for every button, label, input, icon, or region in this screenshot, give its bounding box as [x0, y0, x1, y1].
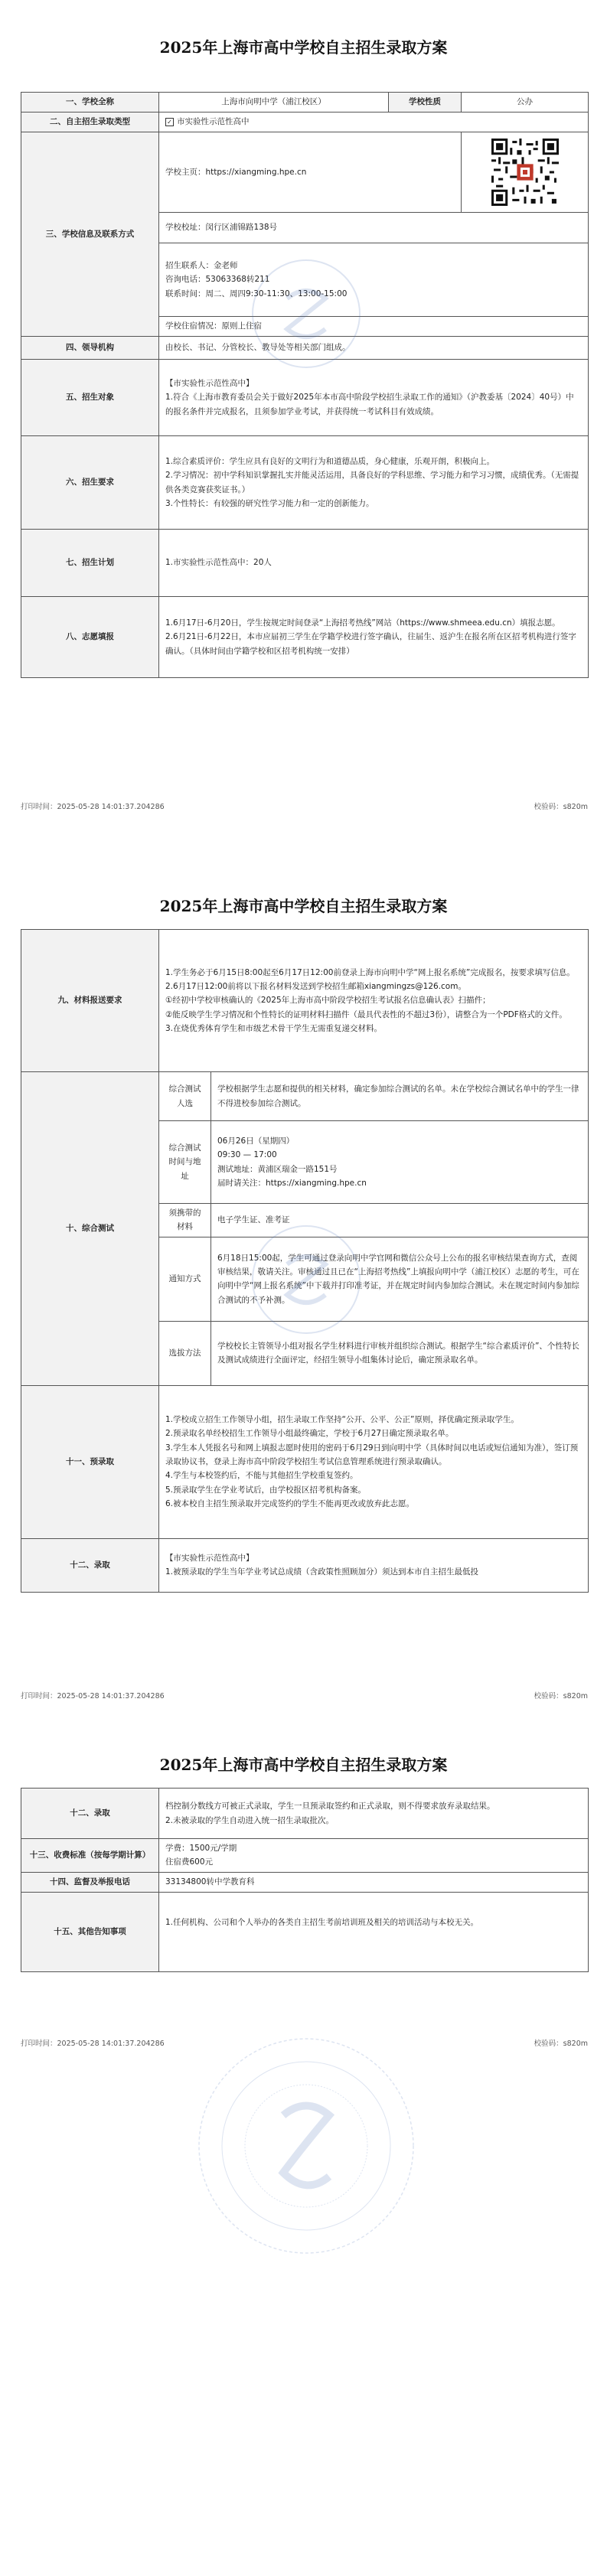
housing: 住宿费600元: [165, 1857, 214, 1867]
leadership: 由校长、书记、分管校长、教导处等相关部门组成。: [159, 337, 589, 360]
admission-table-part3: [21, 1788, 589, 1972]
school-name-label: 一、学校全称: [21, 93, 159, 112]
supervise-label: 十四、监督及举报电话: [21, 1872, 159, 1892]
admit-cont-1: 档控制分数线方可被正式录取，学生一旦预录取签约和正式录取，则不得要求放弃录取结果。: [165, 1802, 495, 1811]
school-name: 上海市向明中学（浦江校区）: [159, 93, 389, 112]
check-code: 校验码：s820m: [534, 803, 588, 811]
print-time: 打印时间：2025-05-28 14:01:37.204286: [21, 2040, 165, 2048]
admit-head: 【市实验性示范性高中】: [165, 1553, 254, 1563]
school-nature: 公办: [462, 93, 589, 112]
target-block: [159, 360, 589, 436]
contact-person: 招生联系人：金老师: [165, 260, 238, 270]
pre-admit-label: 十一、预录取: [21, 1385, 159, 1538]
req-2: 2.学习情况：初中学科知识掌握扎实并能灵活运用，具备良好的学科思维、学习能力和学习习惯，成绩优秀。（无需提供各类竞赛获奖证书。）: [165, 471, 579, 494]
admit-text: 1.被预录取的学生当年学业考试总成绩（含政策性照顾加分）须达到本市自主招生最低投: [165, 1567, 479, 1577]
materials-block: [159, 930, 589, 1072]
mat-1: 1.学生务必于6月15日8:00起至6月17日12:00前登录上海市向明中学“网上报名系统”完成报名，按要求填写信息。: [165, 967, 575, 977]
school-nature-label: 学校性质: [389, 93, 462, 112]
tuition: 学费：1500元/学期: [165, 1844, 237, 1853]
target-label: 五、招生对象: [21, 360, 159, 436]
sub-time-label: 综合测试时间与地址: [159, 1121, 211, 1204]
leadership-label: 四、领导机构: [21, 337, 159, 360]
contact-block: [159, 243, 589, 317]
notice: 6月18日15:00起，学生可通过登录向明中学官网和微信公众号上公布的报名审核结果查询方式，查阅审核结果，敬请关注。审核通过且已在“上海招考热线”上填报向明中学（浦江校区）志愿的考生，可在向明中学“网上报名系统”中下载并打印准考证，并在规定时间内参加综合测试。未在规定时间内参加综合测试的不予补测。: [211, 1237, 589, 1321]
pre-4: 4.学生与本校签约后，不能与其他招生学校重复签约。: [165, 1471, 358, 1481]
supervise: 33134800转中学教育科: [159, 1872, 589, 1892]
checked-checkbox-icon: ✓: [165, 118, 174, 126]
admission-table-part2: [21, 929, 589, 1593]
qr-code-icon: [491, 139, 559, 206]
plan: 1.市实验性示范性高中：20人: [159, 530, 589, 597]
dorm: 学校住宿情况：原则上住宿: [159, 317, 589, 337]
admit-label: 十二、录取: [21, 1789, 159, 1839]
page-3: [0, 1717, 607, 2576]
req-3: 3.个性特长：有较强的研究性学习能力和一定的创新能力。: [165, 498, 374, 508]
address: 学校校址：闵行区浦锦路138号: [159, 213, 589, 243]
admission-type-value: 市实验性示范性高中: [177, 117, 250, 127]
pre-3: 3.学生本人凭报名号和网上填报志愿时使用的密码于6月29日到向明中学（具体时间以电话或短信通知为准），签订预录取协议书，登录上海市高中阶段学校招生考试信息管理系统进行预录取确认。: [165, 1443, 579, 1467]
print-time: 打印时间：2025-05-28 14:01:37.204286: [21, 1692, 165, 1700]
pre-5: 5.预录取学生在学业考试后，由学校报区招考机构备案。: [165, 1485, 367, 1495]
admit-cont-2: 2.未被录取的学生自动进入统一招生录取批次。: [165, 1815, 335, 1825]
pre-2: 2.预录取名单经校招生工作领导小组最终确定，学校于6月27日确定预录取名单。: [165, 1429, 454, 1439]
apply-label: 八、志愿填报: [21, 597, 159, 678]
carry: 电子学生证、准考证: [211, 1204, 589, 1237]
requirements-block: [159, 436, 589, 530]
sub-personnel: 学校根据学生志愿和提供的相关材料，确定参加综合测试的名单。未在学校综合测试名单中的学生一律不得进校参加综合测试。: [211, 1072, 589, 1121]
test-date: 06月26日（星期四）: [217, 1136, 295, 1146]
requirements-label: 六、招生要求: [21, 436, 159, 530]
method: 学校校长主管领导小组对报名学生材料进行审核并组织综合测试。根据学生“综合素质评价”、个性特长及测试成绩进行全面评定，经招生领导小组集体讨论后，确定预录取名单。: [211, 1321, 589, 1385]
target-head: 【市实验性示范性高中】: [165, 378, 254, 388]
pre-1: 1.学校成立招生工作领导小组，招生录取工作坚持“公开、公平、公正”原则，择优确定预录取学生。: [165, 1414, 519, 1424]
apply-block: [159, 597, 589, 678]
req-1: 1.综合素质评价：学生应具有良好的文明行为和道德品质，身心健康，乐观开朗，积极向上。: [165, 456, 495, 466]
test-place: 测试地址：黄浦区瑞金一路151号: [217, 1164, 338, 1174]
apply-2: 2.6月21日-6月22日，本市应届初三学生在学籍学校进行签字确认，往届生、返沪生在报名所在区招考机构进行签字确认。（具体时间由学籍学校和区招考机构统一安排）: [165, 632, 576, 656]
admit-label: 十二、录取: [21, 1538, 159, 1592]
admit-cont-block: [159, 1789, 589, 1839]
print-time: 打印时间：2025-05-28 14:01:37.204286: [21, 803, 165, 811]
plan-label: 七、招生计划: [21, 530, 159, 597]
sub-personnel-label: 综合测试人选: [159, 1072, 211, 1121]
mat-3: ①经初中学校审核确认的《2025年上海市高中阶段学校招生考试报名信息确认表》扫描件；: [165, 996, 491, 1006]
other: 1.任何机构、公司和个人举办的各类自主招生考前培训班及相关的培训活动与本校无关。: [159, 1892, 589, 1971]
test-schedule-block: [211, 1121, 589, 1204]
ref-site: 届时请关注：https://xiangming.hpe.cn: [217, 1178, 367, 1188]
contact-time: 联系时间：周二、周四9:30-11:30、13:00-15:00: [165, 289, 348, 298]
page-title: 2025年上海市高中学校自主招生录取方案: [159, 897, 448, 915]
qr-cell: [462, 132, 589, 213]
sub-notice-label: 通知方式: [159, 1237, 211, 1321]
admit-block: [159, 1538, 589, 1592]
page-title: 2025年上海市高中学校自主招生录取方案: [159, 1756, 448, 1774]
website: 学校主页：https://xiangming.hpe.cn: [159, 132, 462, 213]
target-text: 1.符合《上海市教育委员会关于做好2025年本市高中阶段学校招生录取工作的通知》（沪教委基〔2024〕40号）中的报名条件并完成报名，且须参加学业考试，并获得统一考试科目有效成绩。: [165, 393, 574, 416]
mat-5: 3.在烧优秀体育学生和市级艺术骨干学生无需重复递交材料。: [165, 1024, 383, 1034]
page-title: 2025年上海市高中学校自主招生录取方案: [159, 38, 448, 57]
mat-4: ②能反映学生学习情况和个性特长的证明材料扫描件（最具代表性的不超过3份），请整合为一个PDF格式的文件。: [165, 1009, 567, 1019]
sub-method-label: 选拔方法: [159, 1321, 211, 1385]
check-code: 校验码：s820m: [534, 1692, 588, 1700]
materials-label: 九、材料报送要求: [21, 930, 159, 1072]
watermark-seal-icon: [191, 2031, 421, 2261]
info-label: 三、学校信息及联系方式: [21, 132, 159, 337]
page-2: [0, 859, 607, 1716]
apply-1: 1.6月17日-6月20日，学生按规定时间登录“上海招考热线”网站（https://www.shmeea.edu.cn）填报志愿。: [165, 618, 560, 628]
admission-table-part1: [21, 92, 589, 678]
other-label: 十五、其他告知事项: [21, 1892, 159, 1971]
admission-type-cell: [159, 112, 589, 132]
check-code: 校验码：s820m: [534, 2040, 588, 2048]
assessment-label: 十、综合测试: [21, 1072, 159, 1386]
sub-carry-label: 须携带的材料: [159, 1204, 211, 1237]
admission-type-label: 二、自主招生录取类型: [21, 112, 159, 132]
pre-6: 6.被本校自主招生预录取并完成签约的学生不能再更改或放弃此志愿。: [165, 1499, 415, 1509]
page-1: [0, 0, 607, 857]
test-time: 09:30 — 17:00: [217, 1150, 277, 1160]
pre-admit-block: [159, 1385, 589, 1538]
fee-block: [159, 1839, 589, 1873]
mat-2: 2.6月17日12:00前将以下报名材料发送到学校招生邮箱xiangmingzs@126.com。: [165, 981, 466, 991]
phone: 咨询电话：53063368转211: [165, 275, 270, 285]
fee-label: 十三、收费标准（按每学期计算）: [21, 1839, 159, 1873]
